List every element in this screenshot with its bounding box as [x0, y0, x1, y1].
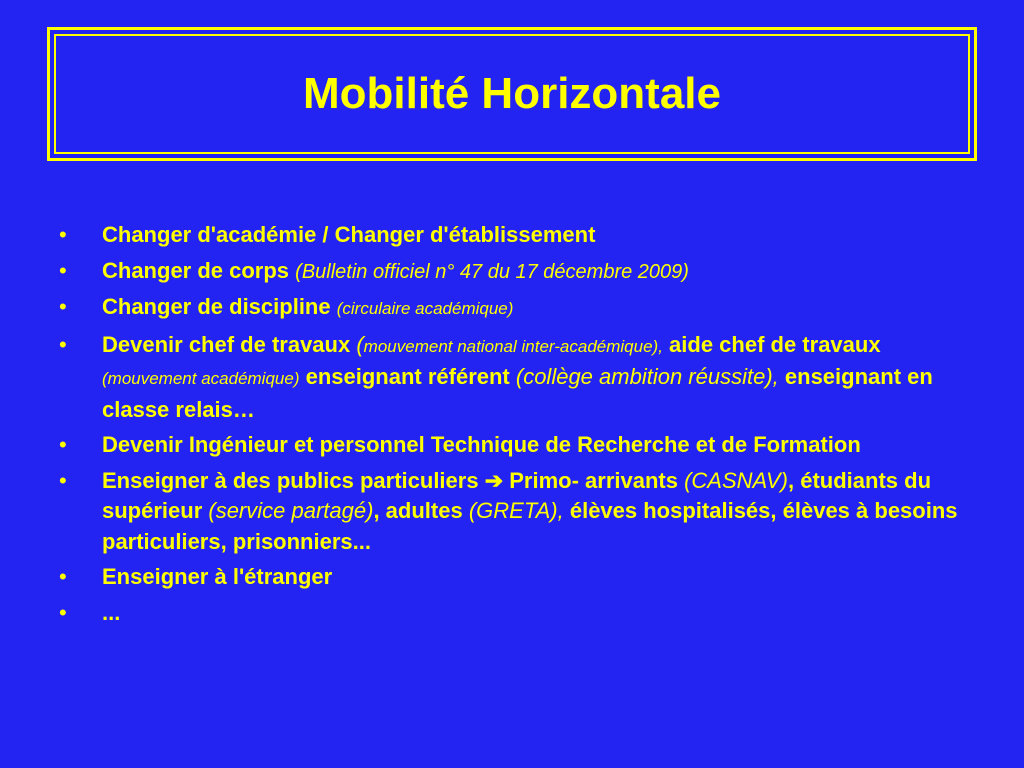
bullet-text: enseignant référent [299, 364, 516, 389]
bullet-text: élèves hospitalisés, élèves à besoins particuliers, prisonniers... [102, 498, 958, 554]
bullet-item-chef-travaux [59, 330, 959, 426]
bullet-note: (service partagé) [208, 498, 374, 523]
bullet-item-change-corps [59, 256, 959, 288]
bullet-icon: • [59, 599, 67, 625]
bullet-text: Enseigner à l'étranger [102, 564, 333, 589]
bullet-note: (Bulletin officiel n° 47 du 17 décembre 2009) [295, 260, 689, 283]
bullet-text: Devenir chef de travaux [102, 331, 357, 357]
bullet-icon: • [59, 564, 67, 589]
bullet-list [59, 220, 959, 633]
slide-title: Mobilité Horizontale [303, 69, 721, 118]
bullet-note-paren: ( [356, 331, 364, 357]
bullet-item-change-discipline [59, 292, 959, 325]
bullet-icon: • [59, 432, 67, 457]
title-frame [47, 27, 977, 161]
bullet-text: Changer de corps [102, 257, 296, 283]
bullet-text: Enseigner à des publics particuliers [102, 467, 485, 493]
bullet-text: Changer de discipline [102, 294, 337, 319]
bullet-note: (circulaire académique) [336, 299, 514, 318]
bullet-text: Changer d'académie / Changer d'établissement [102, 222, 596, 247]
bullet-note: (CASNAV) [684, 467, 789, 493]
bullet-text: enseignant en classe relais… [102, 364, 933, 422]
bullet-icon: • [59, 294, 67, 319]
bullet-icon: • [59, 467, 67, 493]
bullet-icon: • [59, 222, 67, 247]
bullet-text: Devenir Ingénieur et personnel Technique de Recherche et de Formation [102, 432, 861, 457]
bullet-note: (mouvement académique) [102, 369, 300, 388]
bullet-text: ... [102, 599, 121, 625]
bullet-icon: • [59, 257, 67, 283]
bullet-item-itrf [59, 430, 959, 461]
bullet-item-etranger [59, 562, 959, 593]
bullet-text: , adultes [373, 498, 469, 523]
title-frame-inner [54, 34, 970, 154]
bullet-item-publics-particuliers [59, 466, 959, 558]
bullet-text: Primo- arrivants [503, 467, 685, 493]
bullet-note: mouvement national inter-académique), [363, 336, 663, 356]
bullet-icon: • [59, 331, 67, 357]
bullet-note: (GRETA), [468, 498, 564, 523]
bullet-text: , étudiants du supérieur [102, 467, 932, 523]
bullet-text: aide chef de travaux [662, 331, 881, 357]
bullet-item-change-academy [59, 220, 959, 251]
bullet-note: (collège ambition réussite), [515, 364, 779, 389]
arrow-right-icon: ➔ [484, 467, 504, 493]
bullet-item-ellipsis [59, 598, 959, 629]
